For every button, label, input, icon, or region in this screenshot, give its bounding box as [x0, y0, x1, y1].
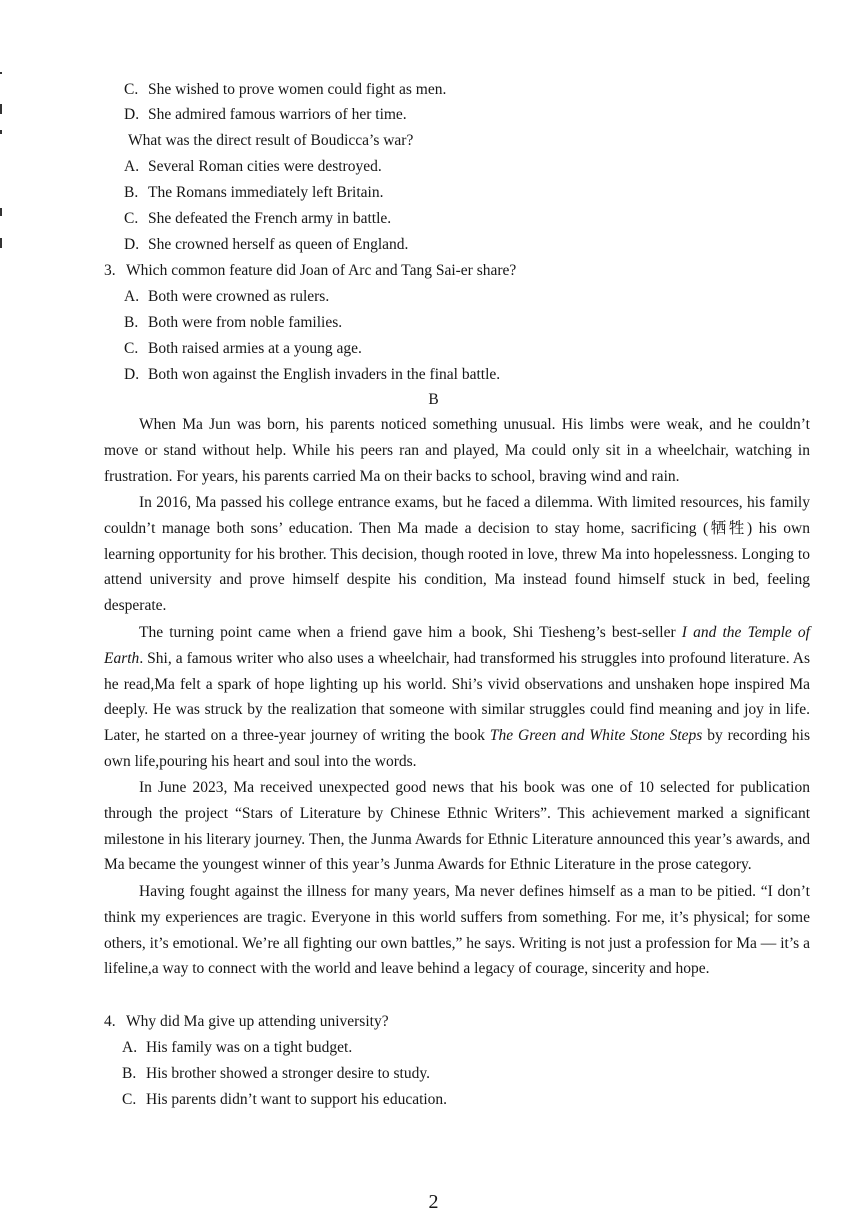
- option-letter: D.: [124, 236, 140, 253]
- q3-option-d: [124, 365, 500, 385]
- passage-paragraph-1: When Ma Jun was born, his parents noticed something unusual. His limbs were weak, and he couldn’t move or stand without help. While his peers ran and played, Ma could only sit in a wheelchair, watching in frustration. For years, his parents carried Ma on their backs to school, braving wind and rain.: [104, 416, 810, 485]
- option-text: She crowned herself as queen of England.: [148, 236, 409, 253]
- page-number: 2: [428, 1191, 439, 1213]
- option-text: Both won against the English invaders in the final battle.: [148, 366, 501, 383]
- margin-mark: [0, 238, 2, 248]
- q4-option-c: [122, 1090, 447, 1110]
- option-letter: C.: [124, 340, 139, 357]
- option-text: His parents didn’t want to support his education.: [146, 1091, 448, 1108]
- q4-option-a: [122, 1038, 352, 1058]
- option-letter: D.: [124, 366, 140, 383]
- option-letter: C.: [124, 210, 139, 227]
- option-text: Several Roman cities were destroyed.: [148, 158, 382, 175]
- section-label: B: [428, 391, 439, 408]
- option-letter: C.: [124, 81, 139, 98]
- option-letter: D.: [124, 106, 140, 123]
- margin-mark: [0, 72, 2, 74]
- q4-stem-line: [104, 1012, 389, 1032]
- q4-option-b: [122, 1064, 430, 1084]
- option-text: The Romans immediately left Britain.: [148, 184, 384, 201]
- q2-option-a: [124, 157, 382, 177]
- paragraph-text: by recording his own life,pouring his heart and soul into the words.: [104, 727, 810, 770]
- option-text: Both raised armies at a young age.: [148, 340, 362, 357]
- option-letter: A.: [124, 288, 140, 305]
- q2-option-b: [124, 183, 383, 203]
- book-title: The Green and White Stone Steps: [489, 727, 703, 745]
- option-text: She wished to prove women could fight as men.: [148, 81, 447, 98]
- q3-option-b: [124, 313, 342, 333]
- q3-stem-line: [104, 261, 516, 281]
- q2-stem: What was the direct result of Boudicca’s war?: [128, 132, 414, 149]
- option-text: His brother showed a stronger desire to study.: [146, 1065, 430, 1082]
- passage-paragraph-3: [104, 620, 810, 775]
- margin-mark: [0, 208, 2, 216]
- option-letter: B.: [124, 314, 139, 331]
- passage-paragraph-4: In June 2023, Ma received unexpected good news that his book was one of 10 selected for publication through the project “Stars of Literature by Chinese Ethnic Writers”. This achievement marked a significant milestone in his literary journey. Then, the Junma Awards for Ethnic Literature announced this year’s awards, and Ma became the youngest winner of this year’s Junma Awards for Ethnic Literature in the prose category.: [104, 779, 810, 874]
- margin-mark: [0, 104, 2, 114]
- option-text: Both were from noble families.: [148, 314, 343, 331]
- option-letter: B.: [124, 184, 139, 201]
- paragraph-text: . Shi, a famous writer who also uses a wheelchair, had transformed his struggles into profound literature. As he read,Ma felt a spark of hope lighting up his world. Shi’s vivid observations and unshaken hope inspired Ma deeply. He was struck by the realization that someone with similar struggles could find meaning and joy in life. Later, he started on a three-year journey of writing the book: [104, 649, 810, 745]
- option-text: His family was on a tight budget.: [146, 1039, 353, 1056]
- paragraph-text: The turning point came when a friend gave him a book, Shi Tiesheng’s best-seller: [139, 624, 682, 641]
- q3-option-a: [124, 287, 329, 307]
- option-letter: A.: [122, 1039, 138, 1056]
- option-text: She admired famous warriors of her time.: [148, 106, 407, 123]
- q2-option-c: [124, 209, 391, 229]
- passage-paragraph-2: In 2016, Ma passed his college entrance exams, but he faced a dilemma. With limited resources, his family couldn’t manage both sons’ education. Then Ma made a decision to stay home, sacrificing (牺牲) his own learning opportunity for his brother. This decision, though rooted in love, threw Ma into hopelessness. Longing to attend university and prove himself despite his condition, Ma instead found himself stuck in bed, feeling desperate.: [104, 494, 810, 615]
- option-text: Both were crowned as rulers.: [148, 288, 330, 305]
- option-letter: C.: [122, 1091, 137, 1108]
- q2-option-d: [124, 235, 408, 255]
- margin-mark: [0, 130, 2, 134]
- option-letter: A.: [124, 158, 140, 175]
- question-stem: Which common feature did Joan of Arc and Tang Sai-er share?: [126, 262, 517, 279]
- book-title: I and the Temple of Earth: [104, 624, 810, 667]
- q-prev-option-d: [124, 105, 407, 125]
- question-number: 4.: [104, 1013, 116, 1030]
- q-prev-option-c: [124, 80, 446, 100]
- option-text: She defeated the French army in battle.: [148, 210, 392, 227]
- option-letter: B.: [122, 1065, 137, 1082]
- passage-paragraph-5: Having fought against the illness for many years, Ma never defines himself as a man to be pitied. “I don’t think my experiences are tragic. Everyone in this world suffers from something. For me, it’s physical; for some others, it’s emotional. We’re all fighting our own battles,” he says. Writing is not just a profession for Ma — it’s a lifeline,a way to connect with the world and leave behind a legacy of courage, sincerity and hope.: [104, 883, 810, 978]
- question-number: 3.: [104, 262, 116, 279]
- question-stem: Why did Ma give up attending university?: [126, 1013, 389, 1030]
- q3-option-c: [124, 339, 362, 359]
